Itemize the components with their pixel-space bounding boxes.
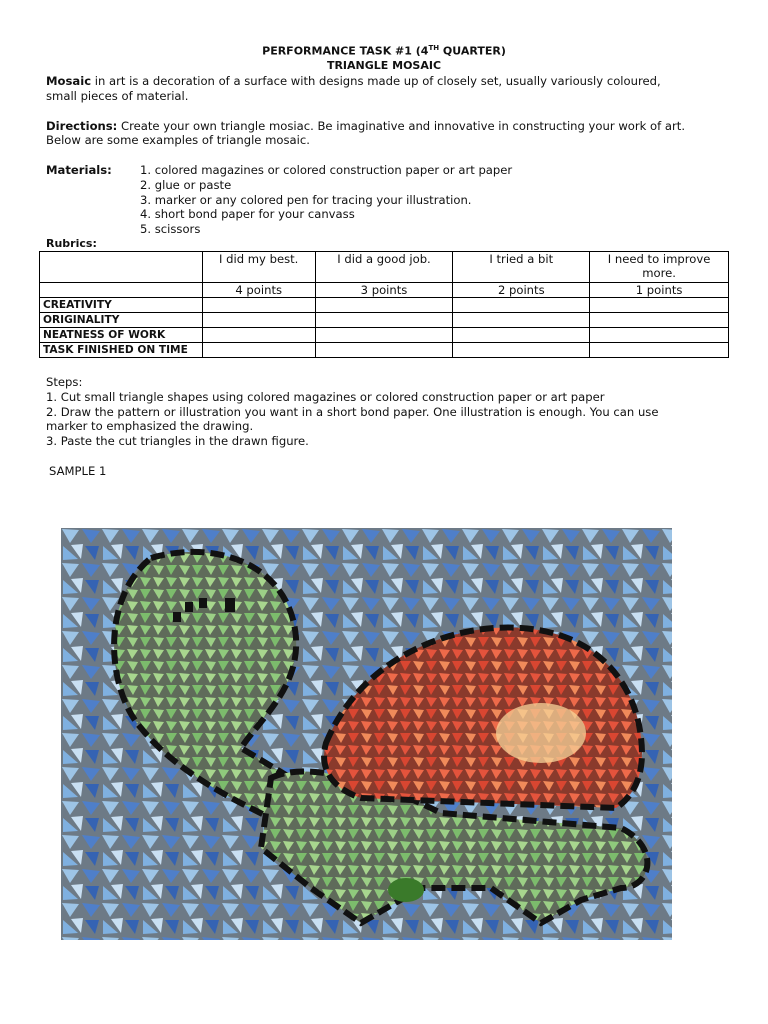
- step-line: 2. Draw the pattern or illustration you want in a short bond paper. One illustration is enough. You can use: [46, 405, 659, 419]
- rubric-score-cell[interactable]: [453, 328, 590, 343]
- mosaic-illustration: [61, 528, 672, 940]
- rubric-points-cell: 4 points: [202, 283, 315, 298]
- rubric-score-cell[interactable]: [453, 313, 590, 328]
- title-superscript: TH: [428, 44, 440, 52]
- definition-text-1: in art is a decoration of a surface with designs made up of closely set, usually variously coloured,: [91, 74, 661, 88]
- definition-line-2: small pieces of material.: [46, 89, 189, 103]
- rubric-score-cell[interactable]: [590, 343, 729, 358]
- rubric-score-cell[interactable]: [590, 313, 729, 328]
- rubric-criterion: ORIGINALITY: [40, 313, 203, 328]
- rubric-score-cell[interactable]: [590, 298, 729, 313]
- step-line: 1. Cut small triangle shapes using colored magazines or colored construction paper or art paper: [46, 390, 605, 404]
- rubric-criterion-row: [40, 343, 729, 358]
- rubric-score-cell[interactable]: [453, 298, 590, 313]
- title-prefix: PERFORMANCE TASK #1 (4: [262, 44, 429, 58]
- task-title: [0, 44, 768, 58]
- directions-line-1: [46, 119, 685, 133]
- rubric-score-cell[interactable]: [590, 328, 729, 343]
- material-item: 5. scissors: [140, 222, 201, 236]
- rubric-score-cell[interactable]: [315, 328, 453, 343]
- step-line: 3. Paste the cut triangles in the drawn figure.: [46, 434, 309, 448]
- rubric-header-row: [40, 252, 729, 283]
- materials-label: Materials:: [46, 163, 112, 177]
- rubric-points-cell: 2 points: [453, 283, 590, 298]
- rubric-header-cell: I did a good job.: [315, 252, 453, 283]
- rubric-score-cell[interactable]: [453, 343, 590, 358]
- rubric-criterion: NEATNESS OF WORK: [40, 328, 203, 343]
- rubric-criterion-row: [40, 328, 729, 343]
- rubric-empty-cell: [40, 283, 203, 298]
- definition-term: Mosaic: [46, 74, 92, 88]
- directions-label: Directions:: [46, 119, 118, 133]
- rubric-points-cell: 3 points: [315, 283, 453, 298]
- rubric-corner-cell: [40, 252, 203, 283]
- sample-label: SAMPLE 1: [49, 464, 107, 478]
- material-item: 3. marker or any colored pen for tracing your illustration.: [140, 193, 472, 207]
- material-item: 1. colored magazines or colored construction paper or art paper: [140, 163, 513, 177]
- rubric-criterion: CREATIVITY: [40, 298, 203, 313]
- material-item: 4. short bond paper for your canvass: [140, 207, 355, 221]
- rubric-score-cell[interactable]: [202, 343, 315, 358]
- rubric-criterion-row: [40, 313, 729, 328]
- rubric-criterion: TASK FINISHED ON TIME: [40, 343, 203, 358]
- steps-label: Steps:: [46, 375, 83, 389]
- directions-text-1: Create your own triangle mosiac. Be imaginative and innovative in constructing your work of art.: [117, 119, 686, 133]
- material-item: 2. glue or paste: [140, 178, 232, 192]
- rubric-points-cell: 1 points: [590, 283, 729, 298]
- rubric-score-cell[interactable]: [315, 313, 453, 328]
- definition-line-1: [46, 74, 661, 88]
- step-line: marker to emphasized the drawing.: [46, 419, 254, 433]
- rubric-score-cell[interactable]: [315, 298, 453, 313]
- rubric-header-cell: I need to improve more.: [590, 252, 729, 283]
- turtle-mosaic-image: [61, 528, 672, 940]
- rubric-score-cell[interactable]: [315, 343, 453, 358]
- rubric-score-cell[interactable]: [202, 298, 315, 313]
- rubric-table: [39, 251, 729, 358]
- directions-line-2: Below are some examples of triangle mosaic.: [46, 133, 310, 147]
- rubrics-label: Rubrics:: [46, 237, 97, 250]
- rubric-criterion-row: [40, 298, 729, 313]
- rubric-score-cell[interactable]: [202, 313, 315, 328]
- rubric-header-cell: I did my best.: [202, 252, 315, 283]
- rubric-header-cell: I tried a bit: [453, 252, 590, 283]
- rubric-points-row: [40, 283, 729, 298]
- task-subtitle: TRIANGLE MOSAIC: [326, 59, 442, 72]
- title-suffix: QUARTER): [439, 44, 506, 58]
- rubric-score-cell[interactable]: [202, 328, 315, 343]
